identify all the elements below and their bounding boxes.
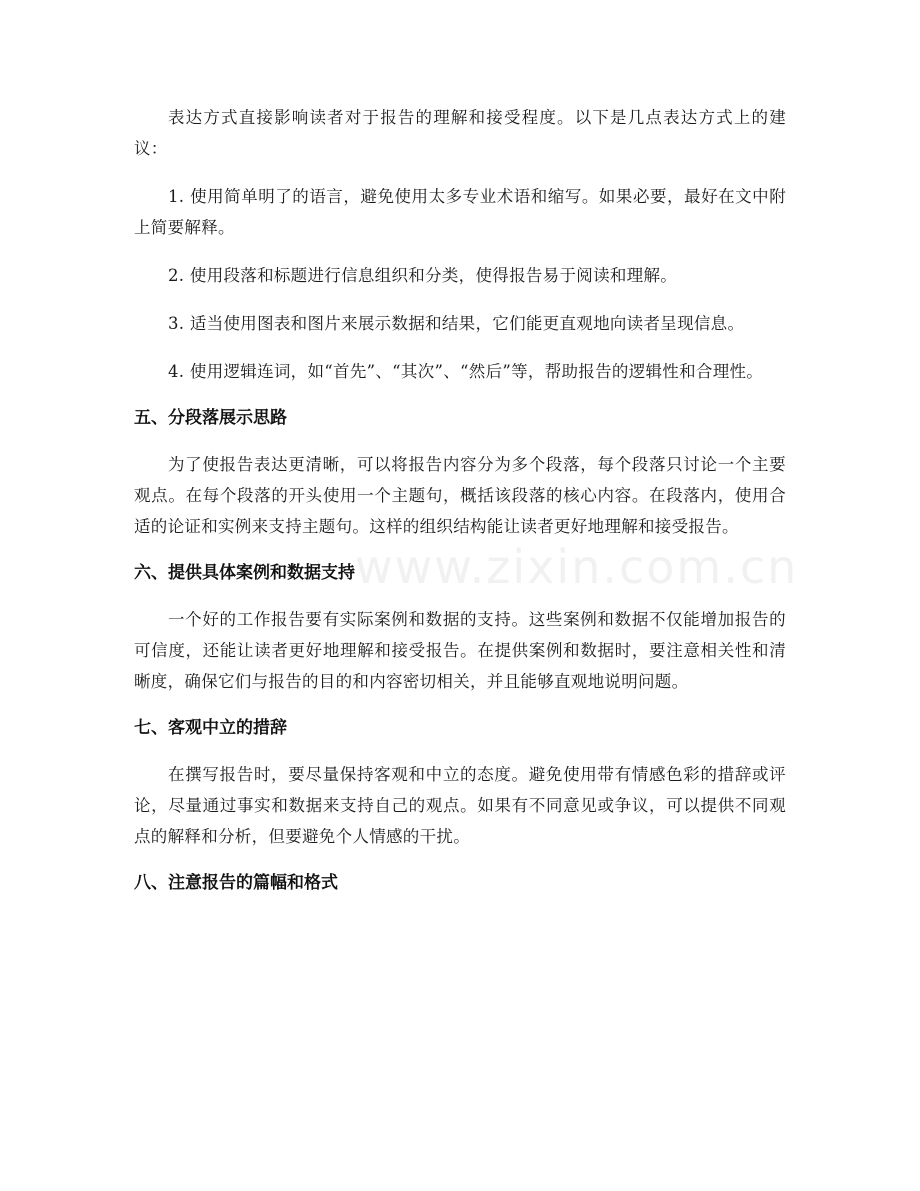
list-item-2: 2. 使用段落和标题进行信息组织和分类，使得报告易于阅读和理解。: [168, 266, 678, 285]
section-heading-5: 五、分段落展示思路: [134, 408, 287, 428]
list-item-1: 1. 使用简单明了的语言，避免使用太多专业术语和缩写。如果必要，最好在文中附上简要解释。: [134, 187, 786, 237]
section-heading-8: 八、注意报告的篇幅和格式: [134, 873, 338, 893]
section-body-6: 一个好的工作报告要有实际案例和数据的支持。这些案例和数据不仅能增加报告的可信度，还能让读者更好地理解和接受报告。在提供案例和数据时，要注意相关性和清晰度，确保它们与报告的目的和内容密切相关，并且能够直观地说明问题。: [134, 610, 786, 691]
section-body-7: 在撰写报告时，要尽量保持客观和中立的态度。避免使用带有情感色彩的措辞或评论，尽量通过事实和数据来支持自己的观点。如果有不同意见或争议，可以提供不同观点的解释和分析，但要避免个人情感的干扰。: [134, 765, 786, 846]
list-item-3: 3. 适当使用图表和图片来展示数据和结果，它们能更直观地向读者呈现信息。: [168, 314, 745, 333]
list-item-4: 4. 使用逻辑连词，如“首先”、“其次”、“然后”等，帮助报告的逻辑性和合理性。: [168, 362, 764, 381]
section-body-5: 为了使报告表达更清晰，可以将报告内容分为多个段落，每个段落只讨论一个主要观点。在每个段落的开头使用一个主题句，概括该段落的核心内容。在段落内，使用合适的论证和实例来支持主题句。这样的组织结构能让读者更好地理解和接受报告。: [134, 455, 786, 536]
watermark: www.zixin.com.cn: [355, 540, 799, 594]
document-page: [134, 102, 786, 897]
section-heading-6: 六、提供具体案例和数据支持: [134, 563, 355, 583]
section-heading-7: 七、客观中立的措辞: [134, 718, 287, 738]
intro-paragraph: 表达方式直接影响读者对于报告的理解和接受程度。以下是几点表达方式上的建议：: [134, 108, 786, 158]
